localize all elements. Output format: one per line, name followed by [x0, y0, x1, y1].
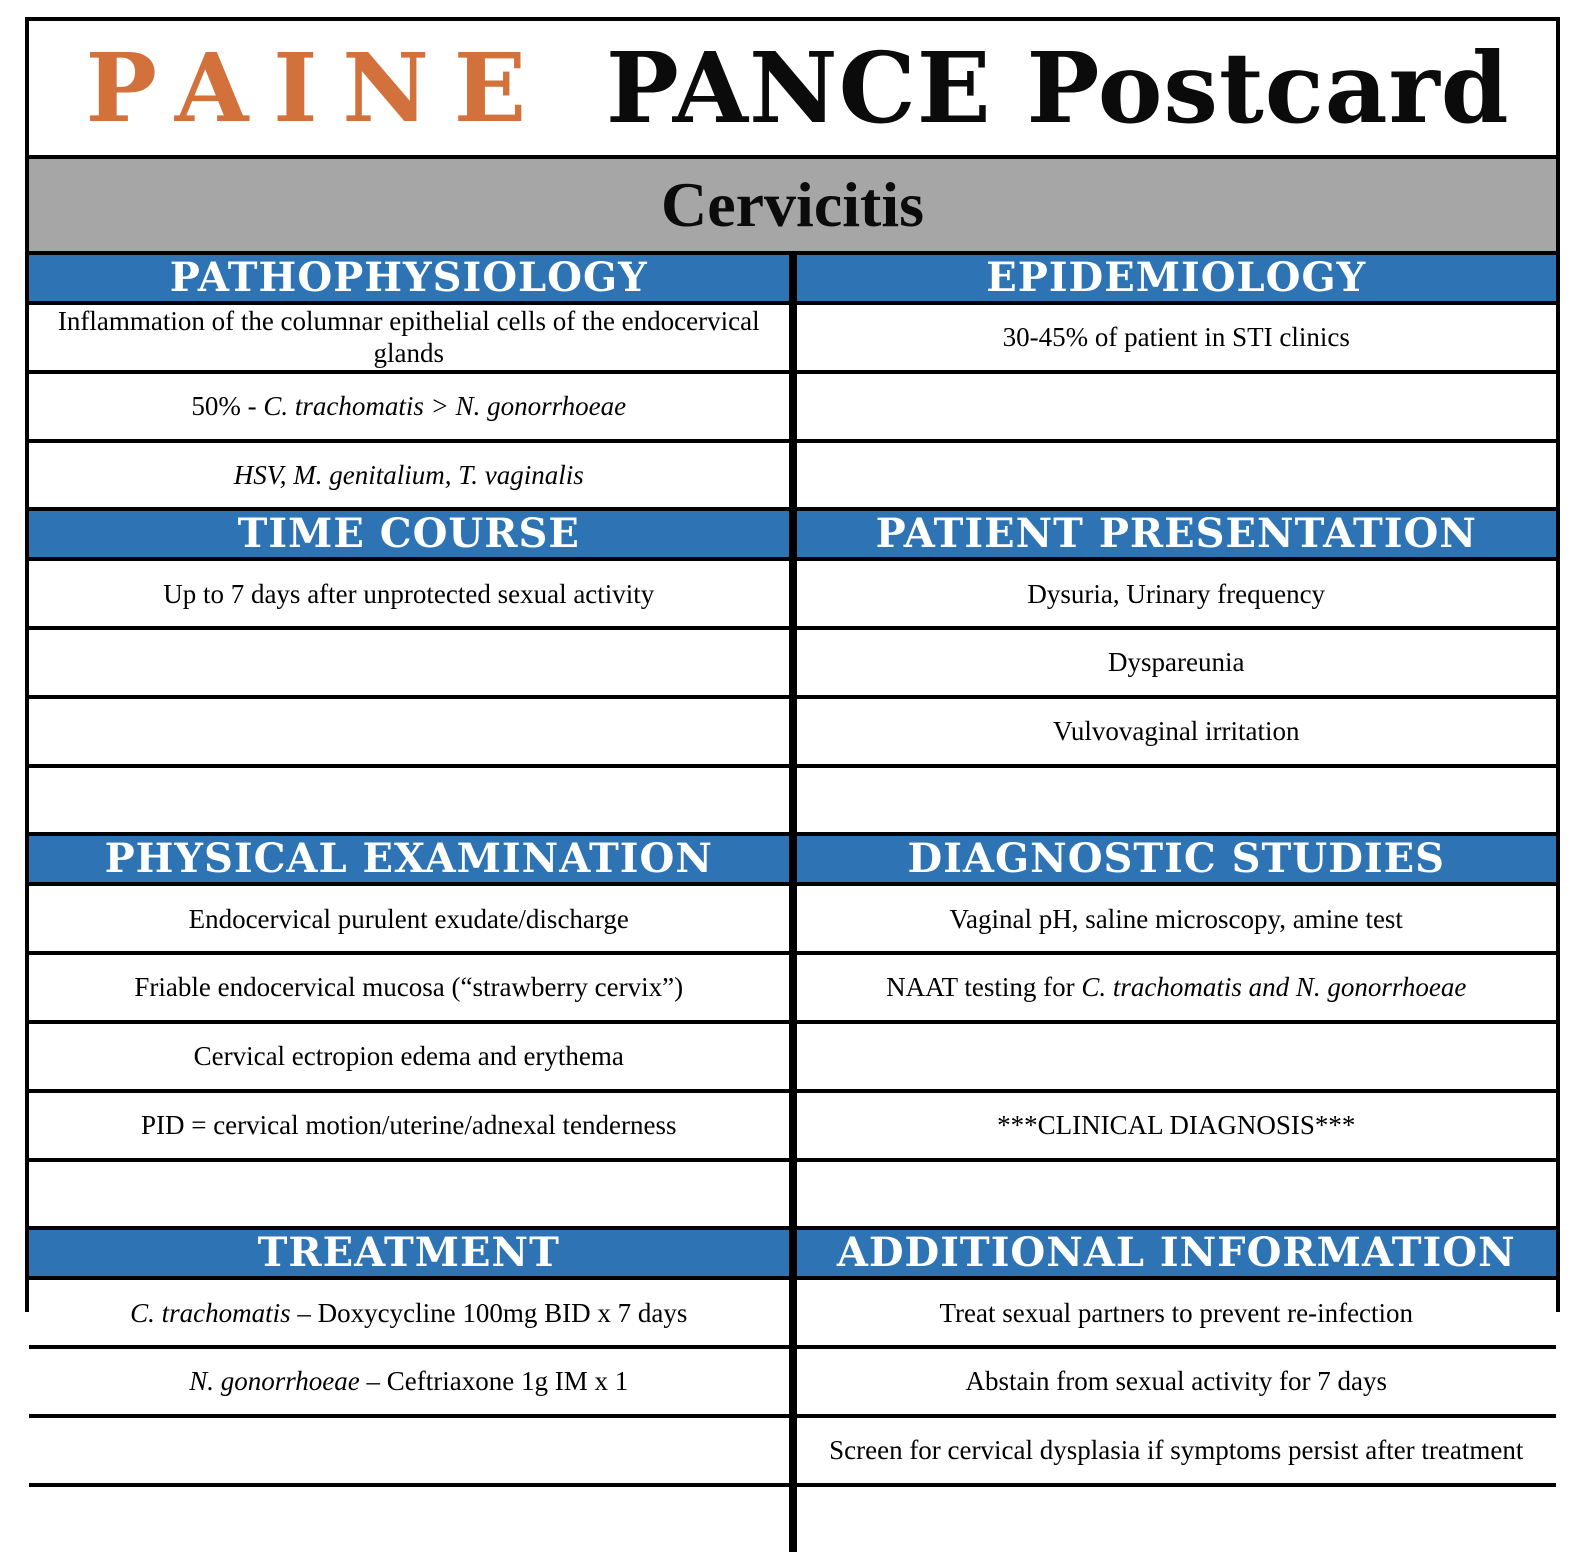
topic-banner [29, 155, 1556, 255]
cell-text: N. gonorrhoeae [189, 1366, 360, 1397]
diagnostic-studies-row-5 [797, 1162, 1557, 1227]
cell-line [950, 903, 1403, 935]
section-header-label: ADDITIONAL INFORMATION [836, 1230, 1516, 1277]
physical-examination-row-5 [29, 1162, 789, 1227]
cell-line [163, 578, 654, 610]
section-header-label: PATIENT PRESENTATION [875, 511, 1477, 558]
treatment-row-2 [29, 1349, 789, 1414]
physical-examination-row-3 [29, 1024, 789, 1089]
cell-line [1027, 578, 1325, 610]
cell-text: C. trachomatis [130, 1297, 291, 1328]
section-header-treatment [29, 1230, 789, 1276]
pathophysiology-row-2 [29, 374, 789, 439]
cell-line [1003, 321, 1350, 353]
section-header-label: DIAGNOSTIC STUDIES [907, 836, 1445, 883]
cell-line [41, 305, 777, 370]
treatment-row-1 [29, 1280, 789, 1345]
time-course-row-3 [29, 699, 789, 764]
section-header-epidemiology [797, 255, 1557, 301]
diagnostic-studies-row-4 [797, 1093, 1557, 1158]
section-header-diagnostic-studies [797, 836, 1557, 882]
cell-text: Inflammation of the columnar epithelial cells of the endocervical glands [57, 306, 760, 369]
physical-examination-row-4 [29, 1093, 789, 1158]
cell-line [189, 1365, 628, 1397]
cell-text: 30-45% of patient in STI clinics [1002, 322, 1350, 353]
time-course-row-4 [29, 768, 789, 833]
cell-text: Dyspareunia [1108, 647, 1245, 678]
cell-line [939, 1297, 1413, 1329]
section-header-patient-presentation [797, 511, 1557, 557]
treatment-row-4 [29, 1487, 789, 1552]
diagnostic-studies-row-1 [797, 886, 1557, 951]
cell-line [966, 1365, 1387, 1397]
treatment-row-3 [29, 1418, 789, 1483]
cell-text: Cervical ectropion edema and erythema [193, 1041, 624, 1072]
cell-line [997, 1109, 1355, 1141]
epidemiology-row-2 [797, 374, 1557, 439]
cell-text: HSV, M. genitalium, T. vaginalis [233, 459, 584, 490]
postcard-table [29, 255, 1556, 1552]
cell-line [130, 1297, 687, 1329]
cell-line [194, 1040, 624, 1072]
physical-examination-row-1 [29, 886, 789, 951]
physical-examination-row-2 [29, 955, 789, 1020]
cell-text: PID = cervical motion/uterine/adnexal tenderness [140, 1110, 677, 1140]
cell-line [829, 1434, 1523, 1466]
epidemiology-row-1 [797, 305, 1557, 370]
cell-text: Endocervical purulent exudate/discharge [188, 903, 629, 934]
section-header-label: TREATMENT [257, 1230, 560, 1277]
section-header-label: PATHOPHYSIOLOGY [169, 255, 648, 301]
cell-text: Up to 7 days after unprotected sexual activity [163, 578, 655, 609]
postcard-title: PANCE Postcard [605, 30, 1510, 145]
additional-information-row-1 [797, 1280, 1557, 1345]
section-header-label: PHYSICAL EXAMINATION [104, 836, 713, 883]
topic-title: Cervicitis [661, 169, 924, 240]
title-band [29, 21, 1556, 155]
time-course-row-2 [29, 630, 789, 695]
cell-line [191, 390, 626, 422]
cell-line [141, 1109, 677, 1141]
cell-line [189, 903, 629, 935]
epidemiology-row-3 [797, 443, 1557, 508]
cell-text: Friable endocervical mucosa (“strawberry cervix”) [134, 972, 684, 1003]
cell-text: Treat sexual partners to prevent re-infection [939, 1297, 1414, 1328]
cell-text: Screen for cervical dysplasia if symptoms persist after treatment [829, 1435, 1524, 1466]
cell-text: ***CLINICAL DIAGNOSIS*** [997, 1110, 1356, 1140]
section-header-label: EPIDEMIOLOGY [986, 255, 1367, 301]
pathophysiology-row-1 [29, 305, 789, 370]
cell-text: Vaginal pH, saline microscopy, amine test [949, 903, 1403, 934]
cell-text: C. trachomatis > N. gonorrhoeae [263, 390, 627, 421]
brand-logo: PAINE [85, 32, 551, 144]
cell-text: Vulvovaginal irritation [1052, 716, 1300, 747]
cell-line [234, 459, 584, 491]
patient-presentation-row-1 [797, 561, 1557, 626]
additional-information-row-2 [797, 1349, 1557, 1414]
cell-text: 50% - [191, 390, 264, 421]
cell-text: C. trachomatis and N. gonorrhoeae [1081, 972, 1467, 1003]
section-header-additional-information [797, 1230, 1557, 1276]
section-header-pathophysiology [29, 255, 789, 301]
patient-presentation-row-3 [797, 699, 1557, 764]
cell-line [1108, 646, 1244, 678]
diagnostic-studies-row-2 [797, 955, 1557, 1020]
time-course-row-1 [29, 561, 789, 626]
cell-line [134, 971, 683, 1003]
additional-information-row-3 [797, 1418, 1557, 1483]
cell-text: Abstain from sexual activity for 7 days [965, 1366, 1387, 1397]
section-header-physical-examination [29, 836, 789, 882]
cell-line [1053, 715, 1300, 747]
section-header-label: TIME COURSE [237, 511, 580, 558]
patient-presentation-row-2 [797, 630, 1557, 695]
cell-line [886, 971, 1466, 1003]
additional-information-row-4 [797, 1487, 1557, 1552]
section-header-time-course [29, 511, 789, 557]
cell-text: NAAT testing for [886, 972, 1082, 1003]
cell-text: – Ceftriaxone 1g IM x 1 [359, 1366, 629, 1397]
cell-text: Dysuria, Urinary frequency [1027, 578, 1326, 609]
patient-presentation-row-4 [797, 768, 1557, 833]
diagnostic-studies-row-3 [797, 1024, 1557, 1089]
cell-text: – Doxycycline 100mg BID x 7 days [290, 1297, 688, 1328]
postcard [25, 17, 1560, 1466]
pathophysiology-row-3 [29, 443, 789, 508]
